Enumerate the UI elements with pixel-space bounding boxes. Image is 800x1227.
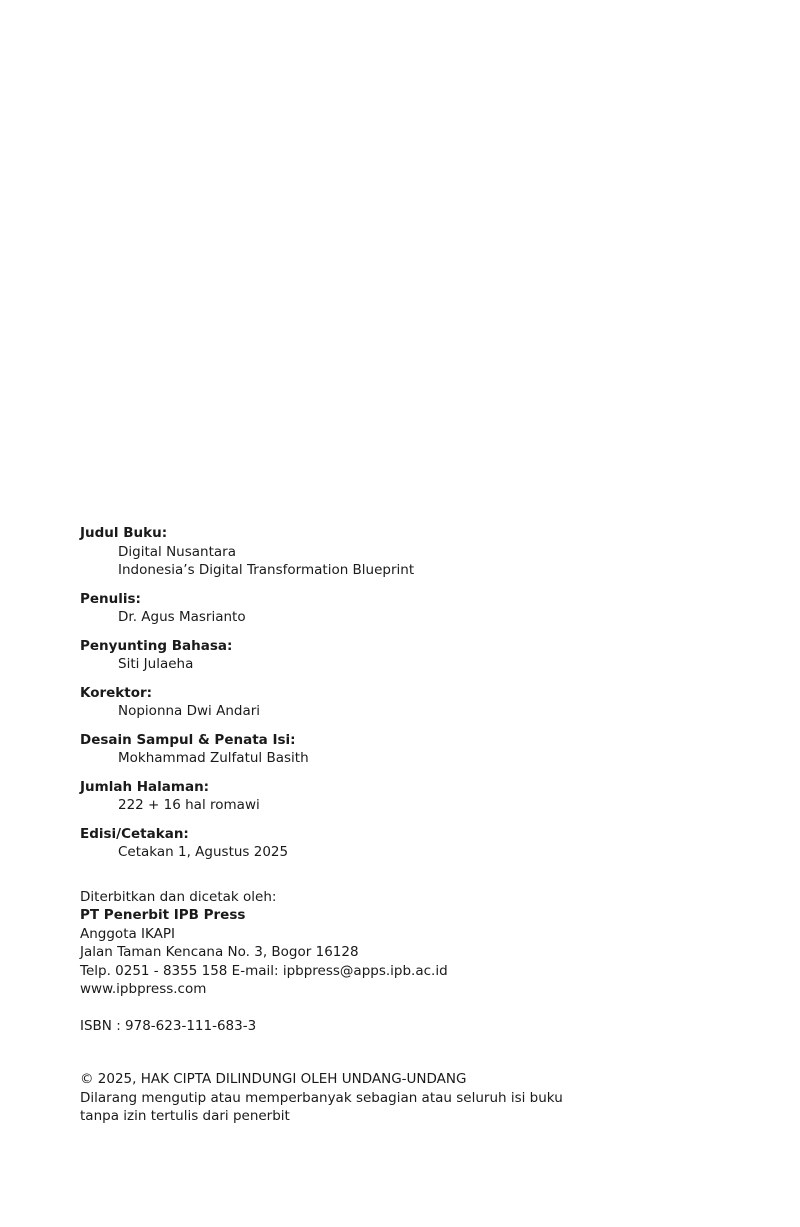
entry-jumlah-halaman xyxy=(80,778,720,815)
copyright-notice: © 2025, HAK CIPTA DILINDUNGI OLEH UNDANG-UNDANG xyxy=(80,1071,467,1087)
entry-label: Korektor: xyxy=(80,684,153,701)
entry-judul-buku xyxy=(80,524,720,580)
entry-value: Cetakan 1, Agustus 2025 xyxy=(118,844,289,860)
copyright-line-1: Dilarang mengutip atau memperbanyak sebagian atau seluruh isi buku xyxy=(80,1089,563,1106)
copyright-block xyxy=(80,1070,720,1126)
publisher-name: PT Penerbit IPB Press xyxy=(80,907,246,923)
publisher-intro: Diterbitkan dan dicetak oleh: xyxy=(80,888,277,905)
publisher-address: Jalan Taman Kencana No. 3, Bogor 16128 xyxy=(80,944,359,960)
entry-value: Indonesia’s Digital Transformation Blueprint xyxy=(118,562,415,578)
entry-desain-sampul xyxy=(80,731,720,768)
colophon xyxy=(80,524,720,1126)
entry-edisi-cetakan xyxy=(80,825,720,862)
entry-value: Mokhammad Zulfatul Basith xyxy=(118,750,309,766)
entry-value: Siti Julaeha xyxy=(118,656,194,672)
entry-label: Penulis: xyxy=(80,590,141,607)
publisher-block xyxy=(80,888,720,999)
entry-value: 222 + 16 hal romawi xyxy=(118,797,260,813)
entry-value: Nopionna Dwi Andari xyxy=(118,703,261,719)
entry-label: Desain Sampul & Penata Isi: xyxy=(80,731,296,748)
publisher-membership: Anggota IKAPI xyxy=(80,925,176,942)
entry-label: Penyunting Bahasa: xyxy=(80,637,233,654)
copyright-line-2: tanpa izin tertulis dari penerbit xyxy=(80,1108,290,1124)
entry-label: Edisi/Cetakan: xyxy=(80,825,189,842)
isbn: ISBN : 978-623-111-683-3 xyxy=(80,1017,257,1034)
entry-label: Judul Buku: xyxy=(80,525,168,541)
publisher-contact: Telp. 0251 - 8355 158 E-mail: ipbpress@apps.ipb.ac.id xyxy=(80,962,448,979)
entry-korektor xyxy=(80,684,720,721)
entry-label: Jumlah Halaman: xyxy=(80,778,210,795)
entry-penyunting-bahasa xyxy=(80,637,720,674)
entry-value: Digital Nusantara xyxy=(118,543,236,560)
entry-penulis xyxy=(80,590,720,627)
entry-value: Dr. Agus Masrianto xyxy=(118,609,246,625)
publisher-website: www.ipbpress.com xyxy=(80,981,207,997)
